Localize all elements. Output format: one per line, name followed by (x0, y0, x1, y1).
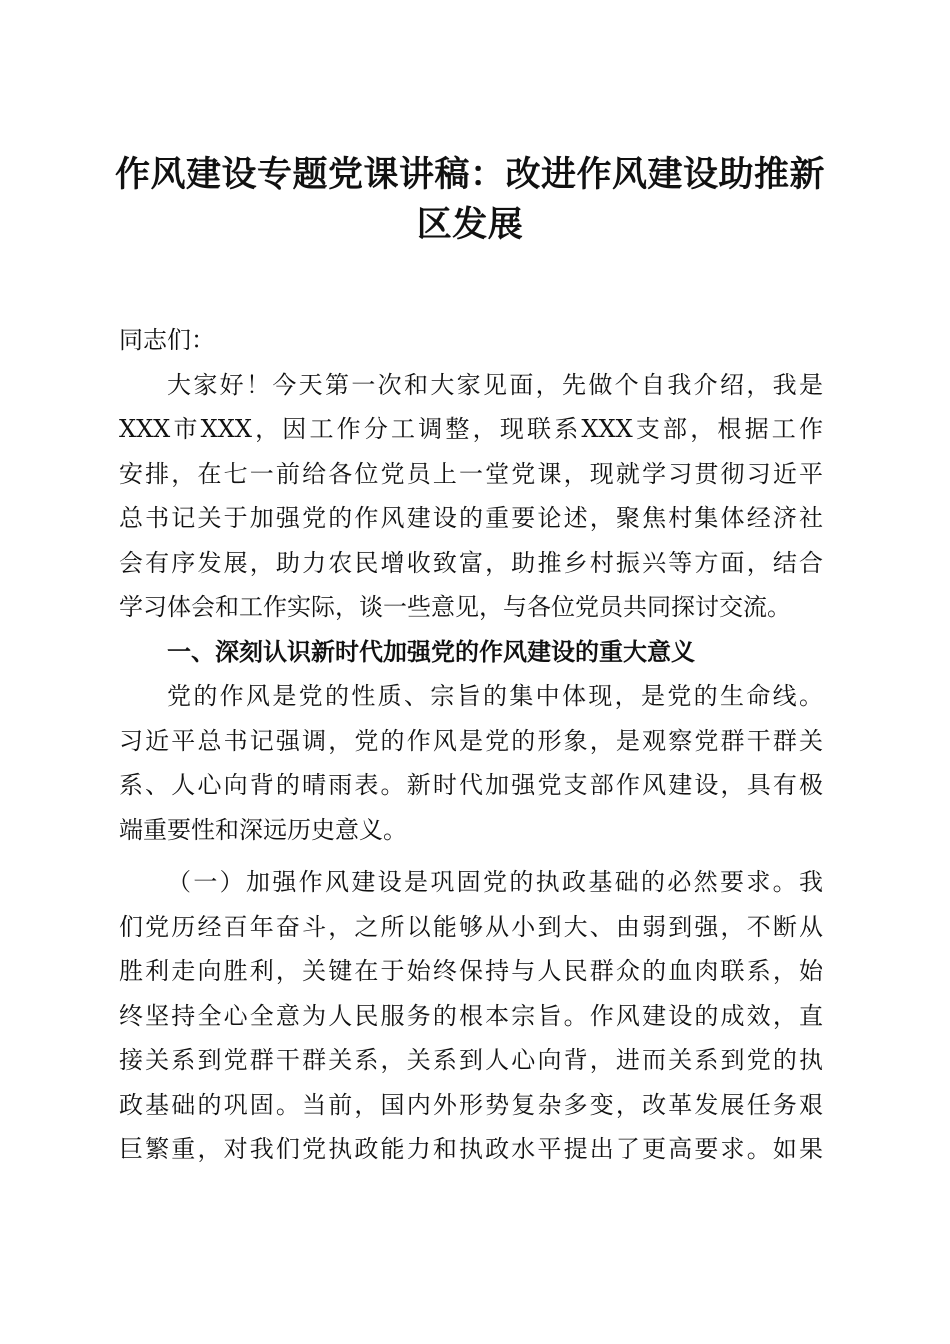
paragraph-line: 习近平总书记强调，党的作风是党的形象，是观察党群干群关 (119, 726, 823, 755)
section-heading: 一、深刻认识新时代加强党的作风建设的重大意义 (167, 637, 695, 666)
paragraph-line: 们党历经百年奋斗，之所以能够从小到大、由弱到强，不断从 (119, 912, 823, 941)
paragraph-line: 接关系到党群干群关系，关系到人心向背，进而关系到党的执 (119, 1046, 823, 1074)
salutation: 同志们： (119, 326, 215, 354)
title-line-2: 区发展 (416, 204, 524, 245)
paragraph-line: 系、人心向背的晴雨表。新时代加强党支部作风建设，具有极 (119, 771, 823, 799)
document-title (100, 150, 840, 250)
paragraph-line: 学习体会和工作实际，谈一些意见，与各位党员共同探讨交流。 (119, 593, 791, 621)
paragraph-line: 胜利走向胜利，关键在于始终保持与人民群众的血肉联系，始 (119, 957, 823, 985)
paragraph-line: 党的作风是党的性质、宗旨的集中体现，是党的生命线。 (167, 682, 823, 710)
paragraph-line: 总书记关于加强党的作风建设的重要论述，聚焦村集体经济社 (119, 504, 823, 532)
paragraph-line: 巨繁重，对我们党执政能力和执政水平提出了更高要求。如果 (119, 1135, 823, 1163)
title-line-1: 作风建设专题党课讲稿：改进作风建设助推新 (114, 154, 825, 195)
subsection1-paragraph (119, 860, 823, 1172)
paragraph-line: 政基础的巩固。当前，国内外形势复杂多变，改革发展任务艰 (119, 1090, 823, 1119)
intro-paragraph (119, 363, 823, 630)
section1-paragraph (119, 674, 823, 852)
paragraph-line: 大家好！今天第一次和大家见面，先做个自我介绍，我是 (167, 370, 823, 399)
document-body (119, 318, 823, 1172)
paragraph-line: 端重要性和深远历史意义。 (119, 815, 407, 844)
paragraph-line: 终坚持全心全意为人民服务的根本宗旨。作风建设的成效，直 (119, 1001, 823, 1030)
paragraph-line: XXX市XXX，因工作分工调整，现联系XXX支部，根据工作 (119, 415, 823, 443)
paragraph-line: 会有序发展，助力农民增收致富，助推乡村振兴等方面，结合 (119, 548, 823, 577)
paragraph-line: 安排，在七一前给各位党员上一堂党课，现就学习贯彻习近平 (119, 459, 823, 488)
paragraph-line: （一）加强作风建设是巩固党的执政基础的必然要求。我 (167, 868, 823, 896)
